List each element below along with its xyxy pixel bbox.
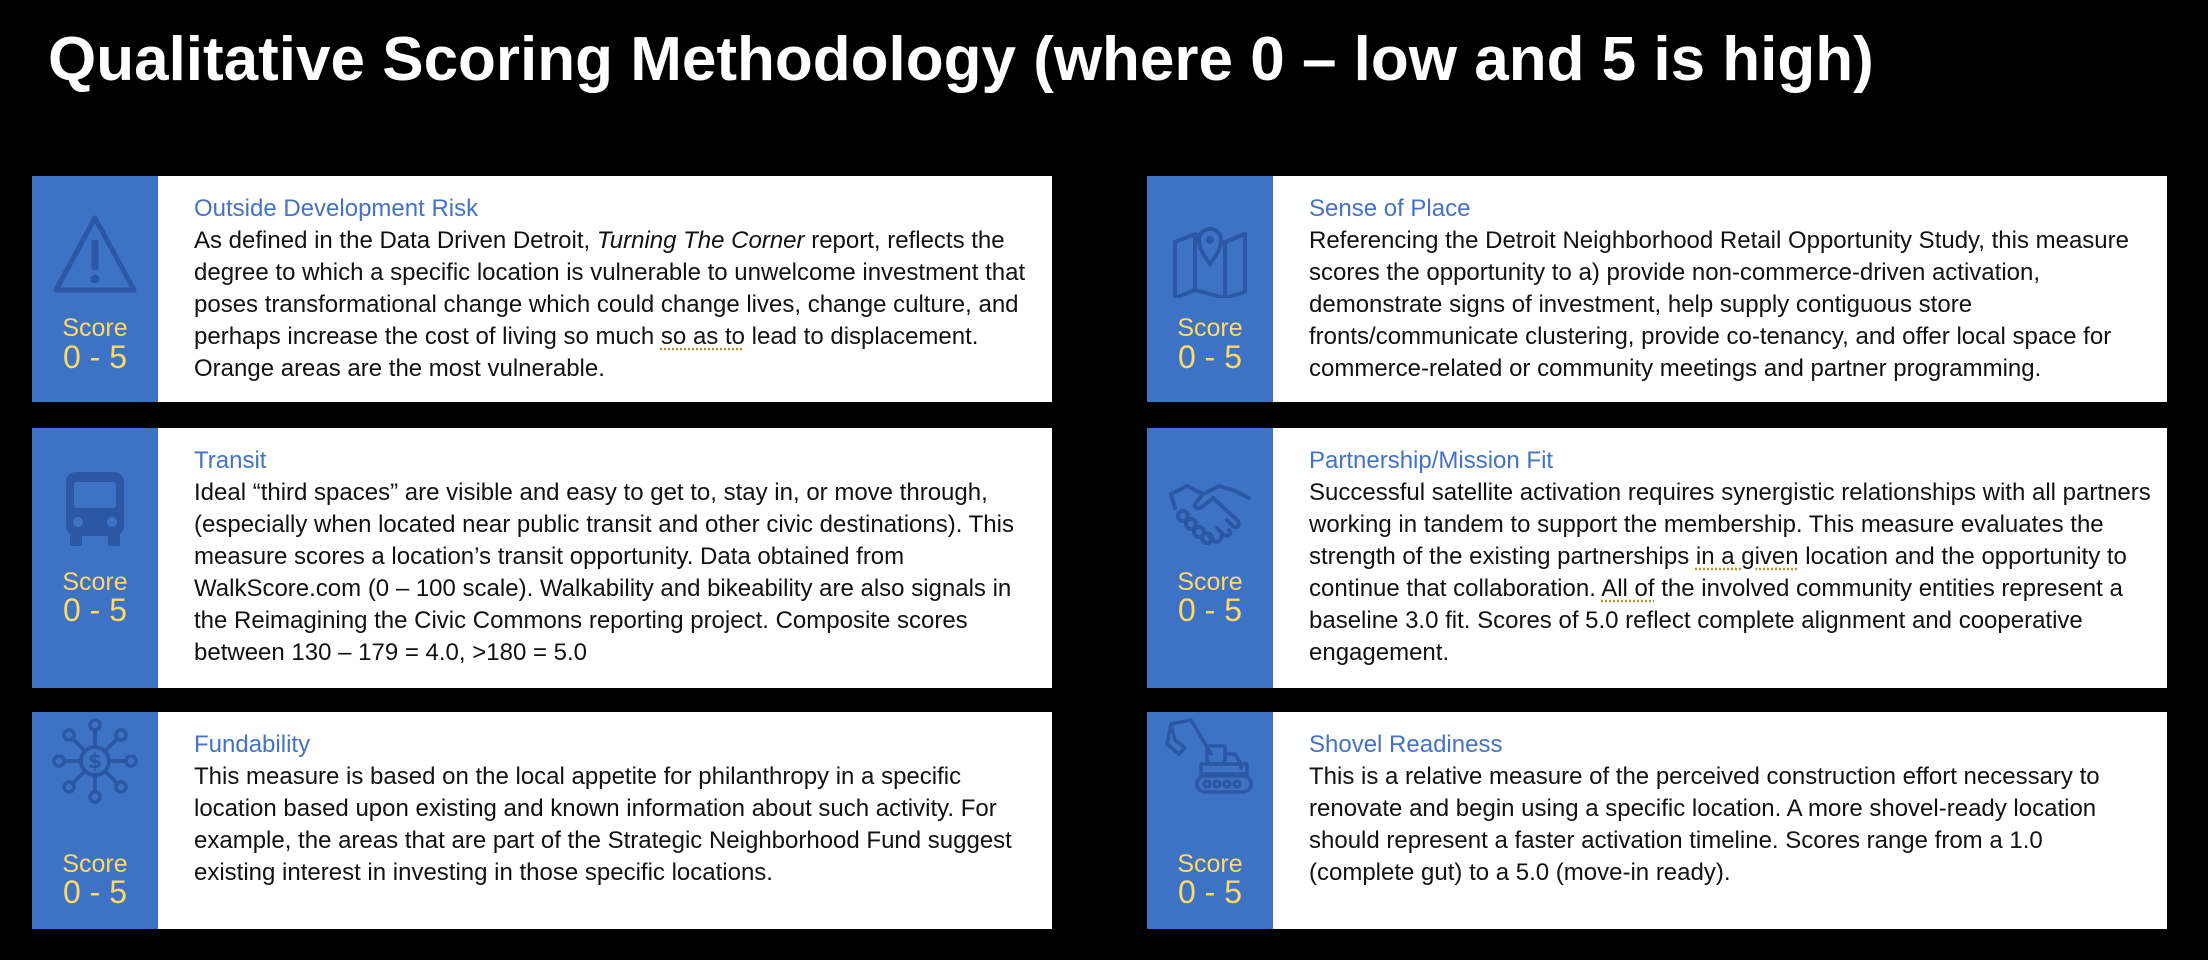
score-label: Score: [62, 314, 128, 342]
warning-triangle-icon: [52, 212, 138, 298]
card-body: Successful satellite activation requires synergistic relationships with all partners working in tandem to support the membership. This measure evaluates the strength of the existing partnerships in a given location and the opportunity to continue that collaboration. All of the involved community entities represent a baseline 3.0 fit. Scores of 5.0 reflect complete alignment and cooperative engagement.: [1309, 479, 2151, 666]
bus-icon: [52, 464, 138, 550]
excavator-icon: [1161, 714, 1257, 800]
card-content: [1273, 176, 2167, 402]
card-content: [1273, 712, 2167, 929]
score-label: Score: [1177, 850, 1243, 878]
score-panel: [1147, 712, 1273, 929]
score-range: 0 - 5: [1177, 592, 1243, 628]
card-heading: Outside Development Risk: [194, 195, 479, 222]
score-panel: [32, 176, 158, 402]
card-heading: Sense of Place: [1309, 195, 1471, 222]
report-title: Turning The Corner: [596, 227, 805, 254]
grammar-flag: in a given: [1695, 543, 1799, 570]
grammar-flag: All of: [1601, 575, 1655, 602]
score-range: 0 - 5: [62, 339, 128, 375]
card-sense-of-place: [1147, 176, 2167, 402]
card-body: As defined in the Data Driven Detroit, Turning The Corner report, reflects the degree to which a specific location is vulnerable to unwelcome investment that poses transformational change which could change lives, change culture, and perhaps increase the cost of living so much so as to lead to displacement. Orange areas are the most vulnerable.: [194, 227, 1026, 382]
score-label: Score: [62, 568, 128, 596]
score-range: 0 - 5: [62, 874, 128, 910]
score-panel: [1147, 428, 1273, 688]
score-label: Score: [1177, 314, 1243, 342]
grammar-flag: so as to: [660, 323, 745, 350]
card-content: [158, 712, 1052, 929]
card-content: [158, 428, 1052, 688]
svg-text:$: $: [88, 749, 102, 773]
card-body: This measure is based on the local appetite for philanthropy in a specific location based upon existing and known information about such activity. For example, the areas that are part of the Strategic Neighborhood Fund suggest existing interest in investing in those specific locations.: [194, 763, 1012, 886]
card-shovel-readiness: [1147, 712, 2167, 929]
map-pin-icon: [1167, 212, 1253, 298]
card-body: This is a relative measure of the perceived construction effort necessary to renovate and begin using a specific location. A more shovel-ready location should represent a faster activation timeline. Scores range from a 1.0 (complete gut) to a 5.0 (move-in ready).: [1309, 763, 2100, 886]
page-title: Qualitative Scoring Methodology (where 0 – low and 5 is high): [48, 25, 1874, 94]
card-content: [158, 176, 1052, 402]
card-partnership-mission-fit: [1147, 428, 2167, 688]
card-heading: Shovel Readiness: [1309, 731, 1503, 758]
card-heading: Fundability: [194, 731, 311, 758]
card-body: Ideal “third spaces” are visible and easy to get to, stay in, or move through, (especially when located near public transit and other civic destinations). This measure scores a location’s transit opportunity. Data obtained from WalkScore.com (0 – 100 scale). Walkability and bikeability are also signals in the Reimagining the Civic Commons reporting project. Composite scores between 130 – 179 = 4.0, >180 = 5.0: [194, 479, 1014, 666]
card-heading: Partnership/Mission Fit: [1309, 447, 1554, 474]
score-label: Score: [62, 850, 128, 878]
card-outside-development-risk: [32, 176, 1052, 402]
card-fundability: [32, 712, 1052, 929]
score-range: 0 - 5: [62, 592, 128, 628]
card-body: Referencing the Detroit Neighborhood Retail Opportunity Study, this measure scores the opportunity to a) provide non-commerce-driven activation, demonstrate signs of investment, help supply contiguous store fronts/communicate clustering, provide co-tenancy, and offer local space for commerce-related or community meetings and partner programming.: [1309, 227, 2129, 382]
card-heading: Transit: [194, 447, 267, 474]
score-panel: [32, 428, 158, 688]
score-panel: [1147, 176, 1273, 402]
handshake-icon: [1167, 464, 1253, 550]
score-panel: [32, 712, 158, 929]
score-range: 0 - 5: [1177, 874, 1243, 910]
money-network-icon: [52, 718, 138, 804]
card-transit: [32, 428, 1052, 688]
score-label: Score: [1177, 568, 1243, 596]
score-range: 0 - 5: [1177, 339, 1243, 375]
card-content: [1273, 428, 2167, 688]
